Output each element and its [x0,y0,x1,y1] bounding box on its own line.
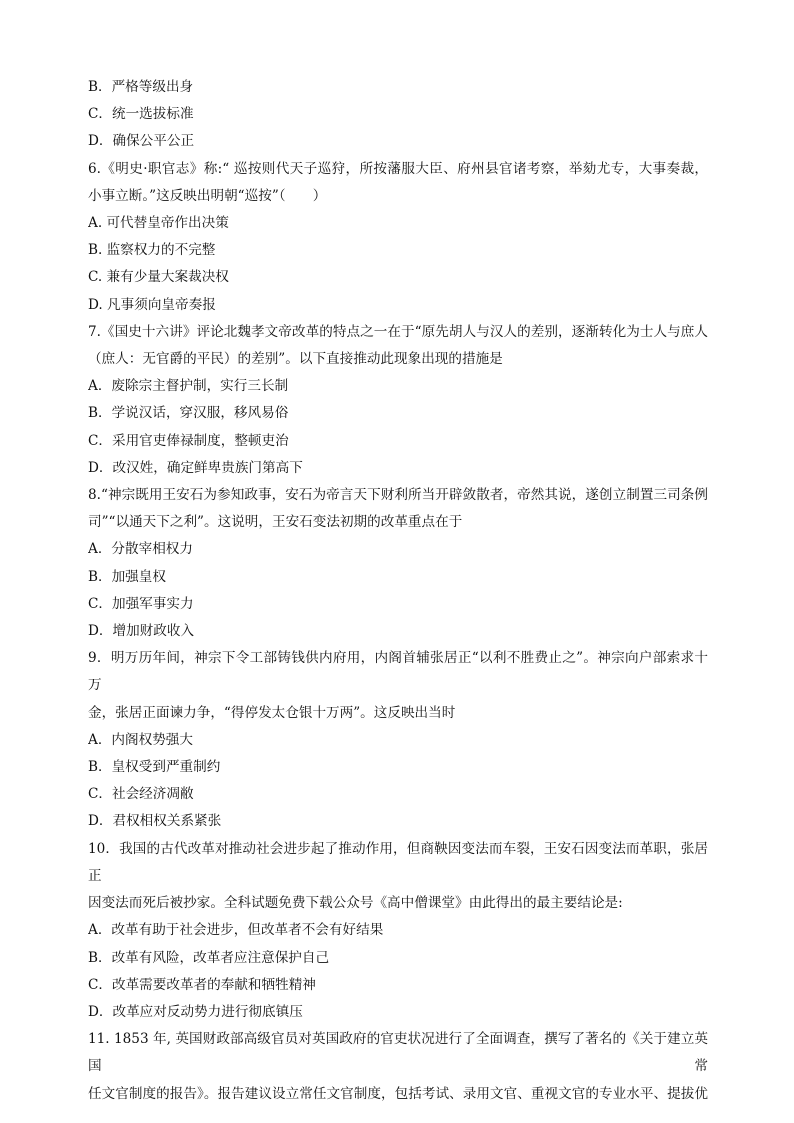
question-stem-line: 司”“以通天下之利”。这说明，王安石变法初期的改革重点在于 [88,514,463,531]
answer-option: D．君权相权关系紧张 [88,813,222,830]
answer-option: C．改革需要改革者的奉献和牺牲精神 [88,976,316,993]
question-stem-line: 9．明万历年间，神宗下令工部铸钱供内府用，内阁首辅张居正“以利不胜费止之”。神宗向户部索求十万 [88,650,708,694]
answer-option: B．皇权受到严重制约 [88,759,221,776]
answer-option: B．严格等级出身 [88,79,194,95]
answer-option: C. 兼有少量大案裁决权 [88,269,229,286]
question-stem-line: 小事立断。”这反映出明朝“巡按”（ ） [88,187,327,204]
question-stem-line: 金，张居正面谏力争，“得停发太仓银十万两”。这反映出当时 [88,704,456,721]
answer-option: B．加强皇权 [88,568,166,585]
question-stem-line: 11. 1853 年, 英国财政部高级官员对英国政府的官吏状况进行了全面调查，撰写了著名的《关于建立英国常 [88,1031,708,1075]
answer-option: C．加强军事实力 [88,595,194,612]
answer-option: B．学说汉话，穿汉服，移风易俗 [88,405,289,422]
answer-option: D．确保公平公正 [88,133,195,150]
question-stem-line: 任文官制度的报告》。报告建议设立常任文官制度，包括考试、录用文官、重视文官的专业水平、提拔优 [88,1085,708,1102]
question-stem-line: 10．我国的古代改革对推动社会进步起了推动作用，但商鞅因变法而车裂，王安石因变法而革职，张居正 [88,840,708,884]
answer-option: A．分散宰相权力 [88,541,193,558]
question-stem-line: 7.《国史十六讲》评论北魏孝文帝改革的特点之一在于“原先胡人与汉人的差别，逐渐转化为士人与庶人 [88,323,708,340]
question-stem-line: 因变法而死后被抄家。全科试题免费下载公众号《高中僧课堂》由此得出的最主要结论是: [88,895,623,912]
answer-option: B．改革有风险，改革者应注意保护自己 [88,949,330,966]
answer-option: A．废除宗主督护制，实行三长制 [88,378,289,395]
answer-option: D．改汉姓，确定鲜卑贵族门第高下 [88,459,303,476]
question-stem-line: 6.《明史·职官志》称:“ 巡按则代天子巡狩，所按藩服大臣、府州县官诸考察，举劾尤专，大事奏裁， [88,160,708,177]
answer-option: C．社会经济凋敝 [88,786,194,803]
answer-option: D. 凡事须向皇帝奏报 [88,296,216,313]
answer-option: A．内阁权势强大 [88,731,193,748]
answer-option: A．改革有助于社会进步，但改革者不会有好结果 [88,922,384,939]
question-stem-line: 8.“神宗既用王安石为参知政事，安石为帝言天下财利所当开辟敛散者，帝然其说，遂创立制置三司条例 [88,487,708,504]
answer-option: D．增加财政收入 [88,623,195,640]
answer-option: B. 监察权力的不完整 [88,242,216,259]
answer-option: C．统一选拔标准 [88,106,194,123]
answer-option: D．改革应对反动势力进行彻底镇压 [88,1003,303,1020]
question-stem-line: （庶人：无官爵的平民）的差别”。以下直接推动此现象出现的措施是 [88,351,503,368]
answer-option: A. 可代替皇帝作出决策 [88,215,229,232]
exam-question-text [88,74,708,1108]
answer-option: C．采用官吏俸禄制度，整顿吏治 [88,432,289,449]
